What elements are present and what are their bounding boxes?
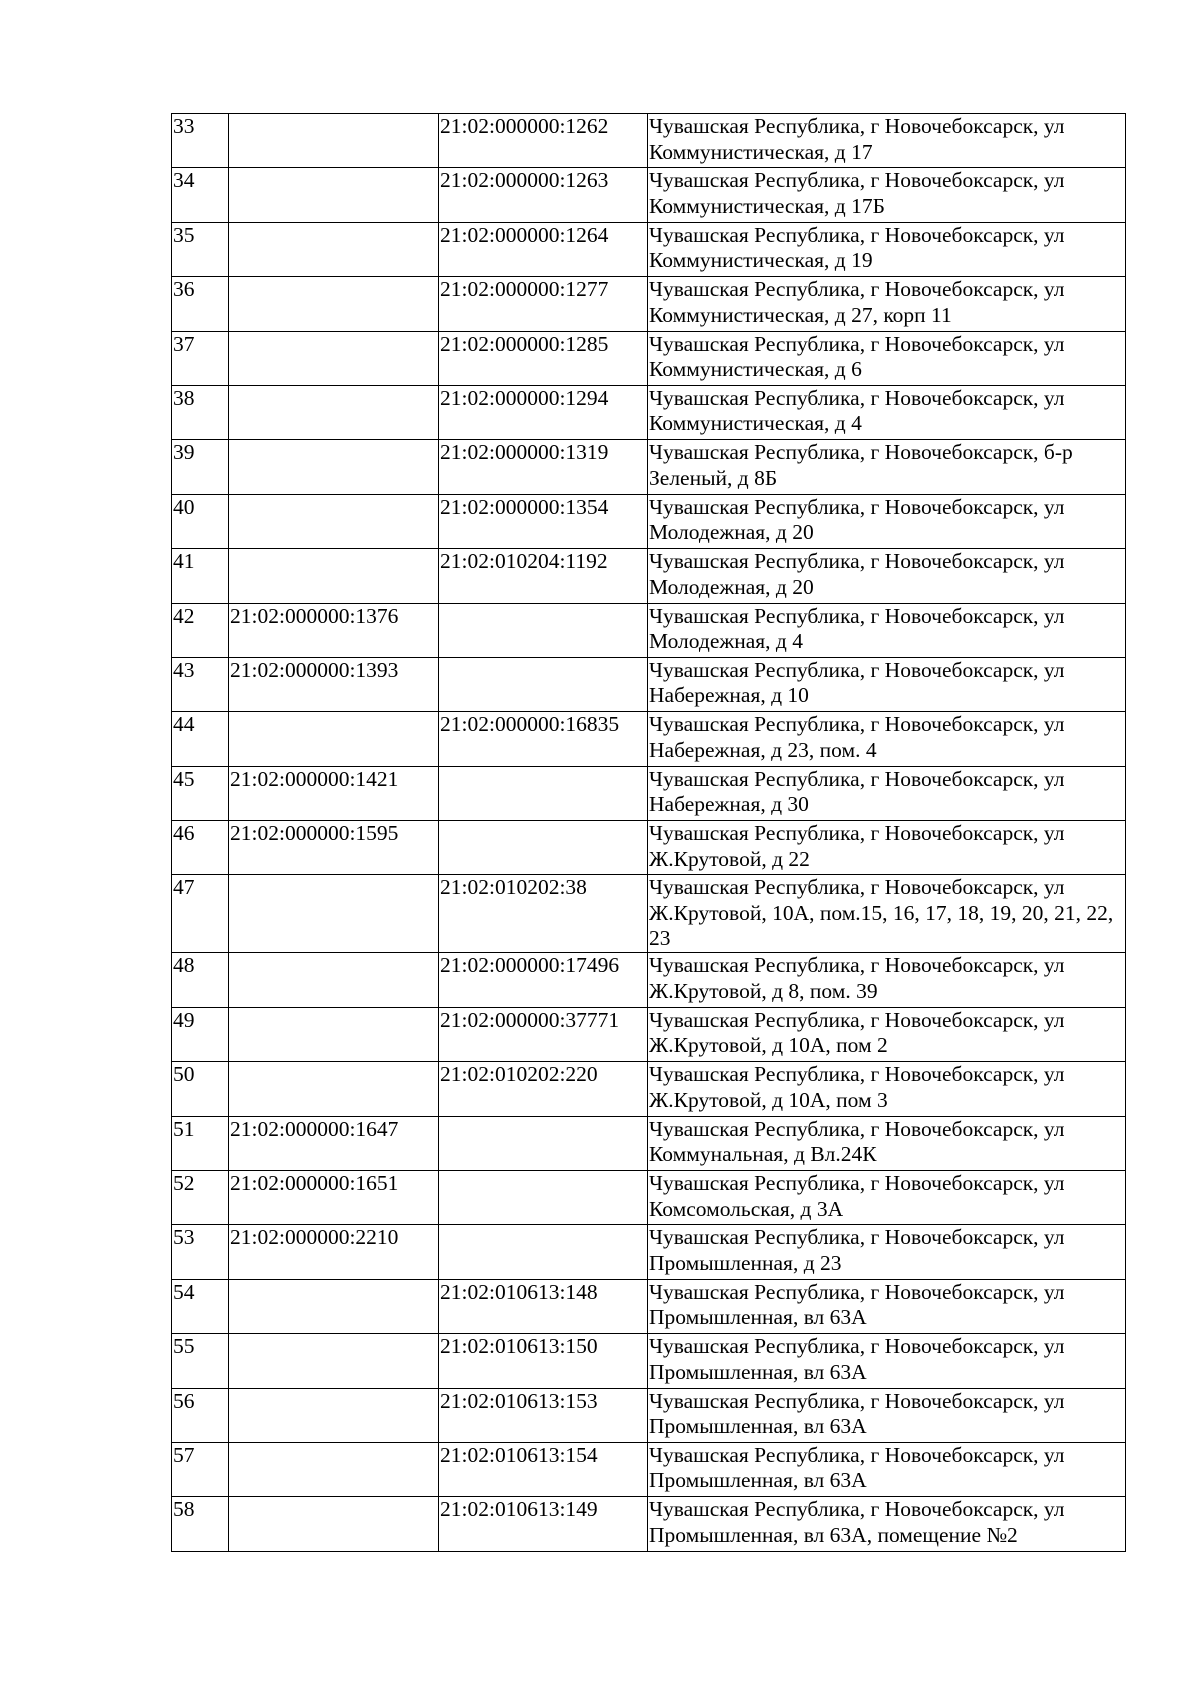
row-number-cell: 50: [172, 1062, 229, 1116]
table-row: [172, 1334, 1126, 1388]
row-number-cell: 53: [172, 1225, 229, 1279]
table-row: [172, 494, 1126, 548]
address-cell: Чувашская Республика, г Новочебоксарск, ул Ж.Крутовой, д 8, пом. 39: [648, 953, 1126, 1007]
table-row: [172, 1279, 1126, 1333]
row-number-cell: 37: [172, 331, 229, 385]
land-cadastral-number-cell: [229, 1442, 439, 1496]
table-row: [172, 549, 1126, 603]
row-number-cell: 57: [172, 1442, 229, 1496]
building-cadastral-number-cell: 21:02:000000:1354: [439, 494, 648, 548]
building-cadastral-number-cell: 21:02:010613:153: [439, 1388, 648, 1442]
address-cell: Чувашская Республика, г Новочебоксарск, ул Коммунистическая, д 6: [648, 331, 1126, 385]
building-cadastral-number-cell: [439, 603, 648, 657]
table-row: [172, 766, 1126, 820]
building-cadastral-number-cell: 21:02:010202:220: [439, 1062, 648, 1116]
table-row: [172, 821, 1126, 875]
address-cell: Чувашская Республика, г Новочебоксарск, ул Промышленная, вл 63А: [648, 1442, 1126, 1496]
address-cell: Чувашская Республика, г Новочебоксарск, ул Молодежная, д 20: [648, 549, 1126, 603]
land-cadastral-number-cell: [229, 440, 439, 494]
address-cell: Чувашская Республика, г Новочебоксарск, ул Промышленная, д 23: [648, 1225, 1126, 1279]
row-number-cell: 49: [172, 1007, 229, 1061]
row-number-cell: 55: [172, 1334, 229, 1388]
row-number-cell: 34: [172, 168, 229, 222]
building-cadastral-number-cell: [439, 1116, 648, 1170]
building-cadastral-number-cell: 21:02:000000:37771: [439, 1007, 648, 1061]
table-row: [172, 1062, 1126, 1116]
table-row: [172, 875, 1126, 953]
address-cell: Чувашская Республика, г Новочебоксарск, ул Промышленная, вл 63А, помещение №2: [648, 1497, 1126, 1551]
land-cadastral-number-cell: [229, 1334, 439, 1388]
address-cell: Чувашская Республика, г Новочебоксарск, ул Комсомольская, д 3А: [648, 1171, 1126, 1225]
land-cadastral-number-cell: [229, 1007, 439, 1061]
building-cadastral-number-cell: 21:02:010202:38: [439, 875, 648, 953]
building-cadastral-number-cell: 21:02:010613:149: [439, 1497, 648, 1551]
land-cadastral-number-cell: 21:02:000000:1421: [229, 766, 439, 820]
row-number-cell: 42: [172, 603, 229, 657]
building-cadastral-number-cell: 21:02:000000:1262: [439, 114, 648, 168]
building-cadastral-number-cell: 21:02:000000:1263: [439, 168, 648, 222]
land-cadastral-number-cell: 21:02:000000:1595: [229, 821, 439, 875]
row-number-cell: 43: [172, 657, 229, 711]
land-cadastral-number-cell: [229, 712, 439, 766]
address-cell: Чувашская Республика, г Новочебоксарск, ул Молодежная, д 4: [648, 603, 1126, 657]
land-cadastral-number-cell: [229, 875, 439, 953]
row-number-cell: 45: [172, 766, 229, 820]
building-cadastral-number-cell: 21:02:000000:1264: [439, 222, 648, 276]
table-row: [172, 1171, 1126, 1225]
table-row: [172, 1225, 1126, 1279]
building-cadastral-number-cell: 21:02:010613:148: [439, 1279, 648, 1333]
row-number-cell: 35: [172, 222, 229, 276]
land-cadastral-number-cell: 21:02:000000:2210: [229, 1225, 439, 1279]
address-cell: Чувашская Республика, г Новочебоксарск, ул Ж.Крутовой, 10А, пом.15, 16, 17, 18, 19, 20, 21, 22, 23: [648, 875, 1126, 953]
address-cell: Чувашская Республика, г Новочебоксарск, ул Коммунальная, д Вл.24К: [648, 1116, 1126, 1170]
registry-table-body: [172, 114, 1126, 1552]
address-cell: Чувашская Республика, г Новочебоксарск, б-р Зеленый, д 8Б: [648, 440, 1126, 494]
building-cadastral-number-cell: [439, 1171, 648, 1225]
table-row: [172, 440, 1126, 494]
address-cell: Чувашская Республика, г Новочебоксарск, ул Коммунистическая, д 19: [648, 222, 1126, 276]
building-cadastral-number-cell: 21:02:000000:1277: [439, 277, 648, 331]
land-cadastral-number-cell: 21:02:000000:1651: [229, 1171, 439, 1225]
land-cadastral-number-cell: [229, 385, 439, 439]
table-row: [172, 277, 1126, 331]
table-row: [172, 712, 1126, 766]
table-row: [172, 168, 1126, 222]
row-number-cell: 48: [172, 953, 229, 1007]
land-cadastral-number-cell: 21:02:000000:1647: [229, 1116, 439, 1170]
land-cadastral-number-cell: [229, 1497, 439, 1551]
building-cadastral-number-cell: 21:02:000000:1319: [439, 440, 648, 494]
row-number-cell: 54: [172, 1279, 229, 1333]
address-cell: Чувашская Республика, г Новочебоксарск, ул Ж.Крутовой, д 10А, пом 2: [648, 1007, 1126, 1061]
building-cadastral-number-cell: 21:02:010613:154: [439, 1442, 648, 1496]
land-cadastral-number-cell: [229, 331, 439, 385]
row-number-cell: 56: [172, 1388, 229, 1442]
row-number-cell: 46: [172, 821, 229, 875]
table-row: [172, 657, 1126, 711]
table-row: [172, 1388, 1126, 1442]
table-row: [172, 603, 1126, 657]
land-cadastral-number-cell: [229, 1279, 439, 1333]
land-cadastral-number-cell: 21:02:000000:1393: [229, 657, 439, 711]
address-cell: Чувашская Республика, г Новочебоксарск, ул Ж.Крутовой, д 22: [648, 821, 1126, 875]
address-cell: Чувашская Республика, г Новочебоксарск, ул Набережная, д 30: [648, 766, 1126, 820]
land-cadastral-number-cell: [229, 114, 439, 168]
address-cell: Чувашская Республика, г Новочебоксарск, ул Коммунистическая, д 27, корп 11: [648, 277, 1126, 331]
building-cadastral-number-cell: [439, 821, 648, 875]
address-cell: Чувашская Республика, г Новочебоксарск, ул Молодежная, д 20: [648, 494, 1126, 548]
land-cadastral-number-cell: [229, 222, 439, 276]
land-cadastral-number-cell: [229, 168, 439, 222]
row-number-cell: 39: [172, 440, 229, 494]
table-row: [172, 953, 1126, 1007]
row-number-cell: 51: [172, 1116, 229, 1170]
building-cadastral-number-cell: 21:02:010613:150: [439, 1334, 648, 1388]
row-number-cell: 40: [172, 494, 229, 548]
table-row: [172, 114, 1126, 168]
building-cadastral-number-cell: [439, 766, 648, 820]
table-row: [172, 222, 1126, 276]
row-number-cell: 58: [172, 1497, 229, 1551]
row-number-cell: 36: [172, 277, 229, 331]
row-number-cell: 47: [172, 875, 229, 953]
address-cell: Чувашская Республика, г Новочебоксарск, ул Набережная, д 10: [648, 657, 1126, 711]
building-cadastral-number-cell: 21:02:000000:1294: [439, 385, 648, 439]
property-registry-table: [171, 113, 1126, 1552]
address-cell: Чувашская Республика, г Новочебоксарск, ул Коммунистическая, д 17Б: [648, 168, 1126, 222]
land-cadastral-number-cell: [229, 494, 439, 548]
table-row: [172, 1007, 1126, 1061]
address-cell: Чувашская Республика, г Новочебоксарск, ул Промышленная, вл 63А: [648, 1388, 1126, 1442]
table-row: [172, 331, 1126, 385]
address-cell: Чувашская Республика, г Новочебоксарск, ул Коммунистическая, д 17: [648, 114, 1126, 168]
address-cell: Чувашская Республика, г Новочебоксарск, ул Ж.Крутовой, д 10А, пом 3: [648, 1062, 1126, 1116]
address-cell: Чувашская Республика, г Новочебоксарск, ул Промышленная, вл 63А: [648, 1334, 1126, 1388]
row-number-cell: 41: [172, 549, 229, 603]
address-cell: Чувашская Республика, г Новочебоксарск, ул Коммунистическая, д 4: [648, 385, 1126, 439]
land-cadastral-number-cell: [229, 549, 439, 603]
land-cadastral-number-cell: [229, 953, 439, 1007]
row-number-cell: 52: [172, 1171, 229, 1225]
table-row: [172, 1116, 1126, 1170]
building-cadastral-number-cell: 21:02:000000:16835: [439, 712, 648, 766]
table-row: [172, 385, 1126, 439]
land-cadastral-number-cell: [229, 1388, 439, 1442]
row-number-cell: 38: [172, 385, 229, 439]
address-cell: Чувашская Республика, г Новочебоксарск, ул Набережная, д 23, пом. 4: [648, 712, 1126, 766]
address-cell: Чувашская Республика, г Новочебоксарск, ул Промышленная, вл 63А: [648, 1279, 1126, 1333]
land-cadastral-number-cell: 21:02:000000:1376: [229, 603, 439, 657]
building-cadastral-number-cell: 21:02:010204:1192: [439, 549, 648, 603]
table-row: [172, 1497, 1126, 1551]
building-cadastral-number-cell: [439, 657, 648, 711]
building-cadastral-number-cell: 21:02:000000:17496: [439, 953, 648, 1007]
building-cadastral-number-cell: 21:02:000000:1285: [439, 331, 648, 385]
building-cadastral-number-cell: [439, 1225, 648, 1279]
table-row: [172, 1442, 1126, 1496]
land-cadastral-number-cell: [229, 277, 439, 331]
row-number-cell: 33: [172, 114, 229, 168]
land-cadastral-number-cell: [229, 1062, 439, 1116]
row-number-cell: 44: [172, 712, 229, 766]
